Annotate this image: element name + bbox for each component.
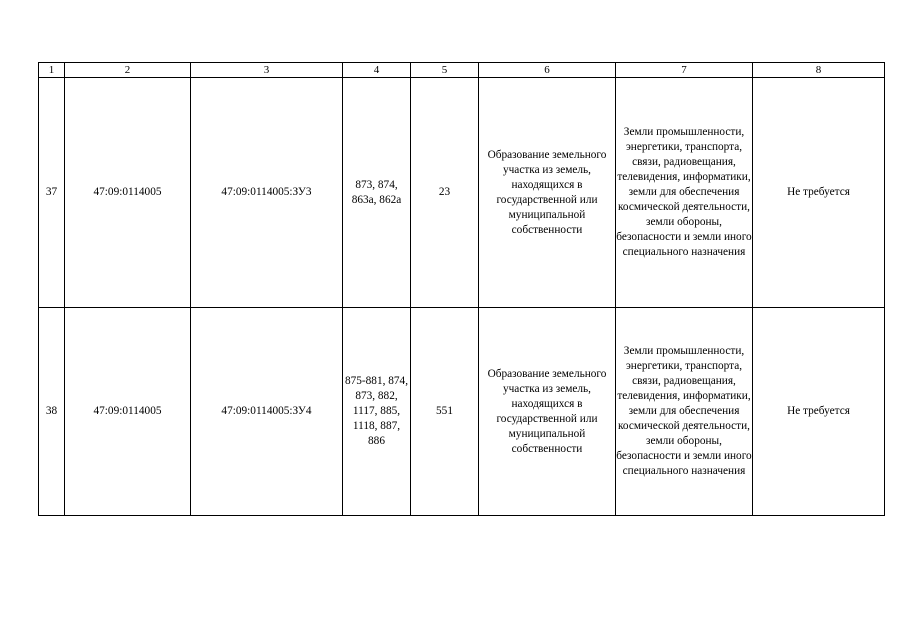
header-cell: 8 (753, 63, 885, 78)
plot-id-cell: 47:09:0114005:ЗУ4 (191, 308, 343, 516)
header-cell: 1 (39, 63, 65, 78)
land-category-cell: Земли промышленности, энергетики, транспорта, связи, радиовещания, телевидения, информатики, земли для обеспечения космической деятельности, земли обороны, безопасности и земли иного специального назначения (616, 78, 753, 308)
plots-cell: 873, 874, 863а, 862а (343, 78, 411, 308)
plot-id-cell: 47:09:0114005:ЗУ3 (191, 78, 343, 308)
header-cell: 5 (411, 63, 479, 78)
area-cell: 551 (411, 308, 479, 516)
formation-method-cell: Образование земельного участка из земель, находящихся в государственной или муниципальной собственности (479, 308, 616, 516)
formation-method-cell: Образование земельного участка из земель, находящихся в государственной или муниципальной собственности (479, 78, 616, 308)
header-cell: 6 (479, 63, 616, 78)
table-header-row (39, 63, 885, 78)
cadastral-block-cell: 47:09:0114005 (65, 78, 191, 308)
cadastral-block-cell: 47:09:0114005 (65, 308, 191, 516)
row-number-cell: 38 (39, 308, 65, 516)
header-cell: 2 (65, 63, 191, 78)
row-number-cell: 37 (39, 78, 65, 308)
land-plots-table (38, 62, 885, 516)
header-cell: 4 (343, 63, 411, 78)
area-cell: 23 (411, 78, 479, 308)
land-category-cell: Земли промышленности, энергетики, транспорта, связи, радиовещания, телевидения, информатики, земли для обеспечения космической деятельности, земли обороны, безопасности и земли иного специального назначения (616, 308, 753, 516)
approval-cell: Не требуется (753, 78, 885, 308)
table-row (39, 308, 885, 516)
approval-cell: Не требуется (753, 308, 885, 516)
plots-cell: 875-881, 874, 873, 882, 1117, 885, 1118, 887, 886 (343, 308, 411, 516)
table-row (39, 78, 885, 308)
header-cell: 7 (616, 63, 753, 78)
header-cell: 3 (191, 63, 343, 78)
